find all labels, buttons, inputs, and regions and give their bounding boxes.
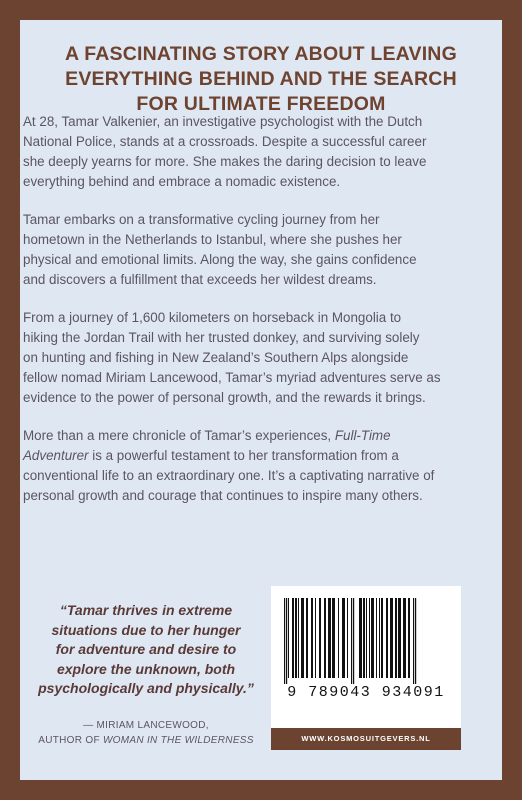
- barcode-guard-bar: [353, 598, 354, 684]
- book-title-italic: Full-Time: [334, 428, 391, 443]
- text-line: [23, 446, 468, 466]
- barcode-guard-bar: [413, 598, 414, 684]
- paragraph-3: [23, 308, 468, 408]
- barcode-bar: [324, 598, 326, 678]
- barcode-bar: [342, 598, 345, 678]
- attribution-name: — MIRIAM LANCEWOOD,: [83, 720, 209, 731]
- text-line: fellow nomad Miriam Lancewood, Tamar’s myriad adventures serve as: [23, 370, 441, 385]
- text-line: hometown in the Netherlands to Istanbul, where she pushes her: [23, 232, 402, 247]
- text-line: National Police, stands at a crossroads. Despite a successful career: [23, 134, 427, 149]
- barcode-bar: [381, 598, 383, 678]
- barcode-guard-bar: [286, 598, 287, 684]
- barcode-bar: [398, 598, 401, 678]
- barcode-guard-bar: [415, 598, 416, 684]
- barcode-bar: [338, 598, 339, 678]
- barcode-bar: [311, 598, 313, 678]
- barcode-bar: [328, 598, 331, 678]
- barcode-bar: [366, 598, 367, 678]
- barcode-bar: [298, 598, 299, 678]
- synopsis: [23, 112, 468, 524]
- barcode-guard-bar: [284, 598, 285, 684]
- text-span: More than a mere chronicle of Tamar’s experiences,: [23, 428, 335, 443]
- paragraph-1: [23, 112, 468, 192]
- barcode-bar: [371, 598, 374, 678]
- publisher-url: WWW.KOSMOSUITGEVERS.NL: [271, 728, 461, 750]
- quote-attribution: [23, 718, 269, 748]
- headline-line: FOR ULTIMATE FREEDOM: [136, 93, 386, 115]
- text-line: conventional life to an extraordinary one. It’s a captivating narrative of: [23, 468, 435, 483]
- text-line: At 28, Tamar Valkenier, an investigative psychologist with the Dutch: [23, 114, 423, 129]
- barcode-image: [282, 598, 450, 684]
- text-line: she deeply yearns for more. She makes the daring decision to leave: [23, 154, 427, 169]
- text-line: From a journey of 1,600 kilometers on horseback in Mongolia to: [23, 310, 402, 325]
- barcode-bar: [295, 598, 297, 678]
- barcode-bar: [363, 598, 365, 678]
- barcode-guard-bar: [351, 598, 352, 684]
- barcode-bar: [332, 598, 335, 678]
- headline-line: EVERYTHING BEHIND AND THE SEARCH: [65, 68, 457, 90]
- quote-line: psychologically and physically.”: [38, 680, 254, 696]
- paragraph-2: [23, 210, 468, 290]
- text-line: personal growth and courage that continues to inspire many others.: [23, 488, 423, 503]
- barcode-bar: [292, 598, 294, 678]
- text-line: and discovers a fulfillment that exceeds her wildest dreams.: [23, 272, 377, 287]
- text-span: is a powerful testament to her transformation from a: [88, 448, 399, 463]
- attribution-book: [23, 733, 269, 748]
- barcode-bar: [359, 598, 362, 678]
- text-line: Tamar embarks on a transformative cycling journey from her: [23, 212, 380, 227]
- barcode-bar: [386, 598, 388, 678]
- quote-line: “Tamar thrives in extreme: [59, 602, 233, 618]
- barcode-bar: [390, 598, 393, 678]
- headline-line: A FASCINATING STORY ABOUT LEAVING: [65, 43, 457, 65]
- barcode-bar: [301, 598, 304, 678]
- text-span: AUTHOR OF: [38, 735, 103, 746]
- barcode-bar: [376, 598, 377, 678]
- text-line: [23, 426, 468, 446]
- barcode-bar: [379, 598, 380, 678]
- barcode-bar: [395, 598, 397, 678]
- barcode-box: [271, 586, 461, 728]
- barcode-bar: [288, 598, 289, 678]
- text-line: on hunting and fishing in New Zealand’s Southern Alps alongside: [23, 350, 409, 365]
- barcode-bar: [369, 598, 370, 678]
- book-title-italic: Adventurer: [23, 448, 89, 463]
- barcode-bar: [408, 598, 410, 678]
- barcode-bar: [319, 598, 321, 678]
- quote-line: for adventure and desire to: [55, 641, 237, 657]
- headline: [20, 42, 502, 117]
- barcode-bar: [403, 598, 406, 678]
- book-title-italic: WOMAN IN THE WILDERNESS: [102, 735, 254, 746]
- isbn-number: 9 789043 934091: [287, 684, 445, 701]
- quote-line: explore the unknown, both: [56, 660, 236, 677]
- blurb-quote: [23, 601, 269, 699]
- text-line: evidence to the power of personal growth, and the rewards it brings.: [23, 390, 426, 405]
- barcode-bar: [347, 598, 348, 678]
- barcode-bar: [315, 598, 316, 678]
- text-line: everything behind and embrace a nomadic existence.: [23, 174, 341, 189]
- quote-line: situations due to her hunger: [51, 621, 241, 638]
- text-line: hiking the Jordan Trail with her trusted donkey, and surviving solely: [23, 330, 420, 345]
- text-line: physical and emotional limits. Along the way, she gains confidence: [23, 252, 417, 267]
- barcode-bar: [306, 598, 308, 678]
- paragraph-4: [23, 426, 468, 506]
